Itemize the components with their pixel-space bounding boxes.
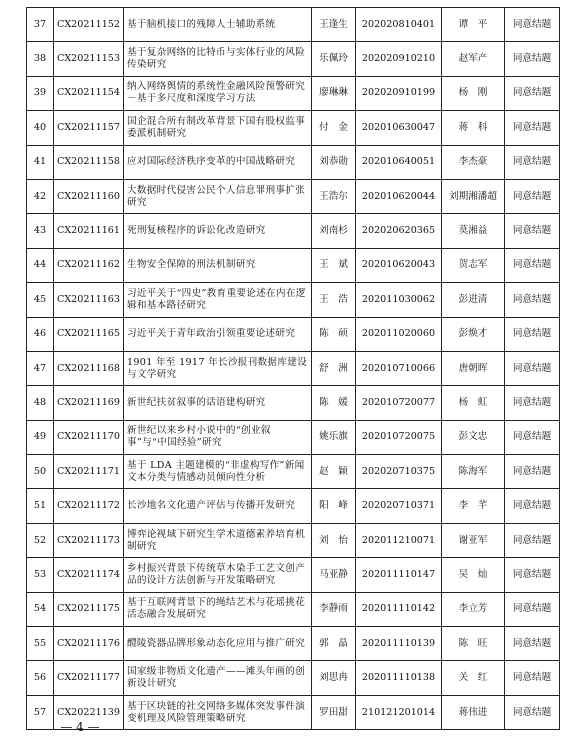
student-id: 202020710375 <box>356 455 442 489</box>
student-id: 202020910210 <box>356 42 442 76</box>
table-row <box>27 386 560 420</box>
advisor-name: 吴 灿 <box>442 558 505 592</box>
project-code: CX20211158 <box>54 145 124 179</box>
project-title: 死刑复核程序的诉讼化改造研究 <box>124 214 312 248</box>
student-name: 马亚静 <box>312 558 356 592</box>
result-status: 同意结题 <box>505 317 560 351</box>
project-code: CX20211176 <box>54 627 124 661</box>
project-title: 基于区块链的社交网络多媒体突发事件演变机理及风险管理策略研究 <box>124 695 312 729</box>
project-code: CX20211165 <box>54 317 124 351</box>
result-status: 同意结题 <box>505 283 560 317</box>
project-title: 基于复杂网络的比特币与实体行业的风险传染研究 <box>124 42 312 76</box>
result-status: 同意结题 <box>505 8 560 42</box>
advisor-name: 谢亚军 <box>442 523 505 557</box>
student-name: 陈 硕 <box>312 317 356 351</box>
project-code: CX20211175 <box>54 592 124 626</box>
advisor-name: 杨 刚 <box>442 76 505 110</box>
row-index: 37 <box>27 8 54 42</box>
row-index: 44 <box>27 248 54 282</box>
advisor-name: 蒋 科 <box>442 111 505 145</box>
advisor-name: 莫湘益 <box>442 214 505 248</box>
table-row <box>27 248 560 282</box>
table-row <box>27 145 560 179</box>
project-title: 纳入网络舆情的系统性金融风险预警研究－基于多尺度和深度学习方法 <box>124 76 312 110</box>
row-index: 40 <box>27 111 54 145</box>
student-id: 202020710371 <box>356 489 442 523</box>
student-id: 202011210071 <box>356 523 442 557</box>
project-code: CX20211157 <box>54 111 124 145</box>
result-status: 同意结题 <box>505 455 560 489</box>
table-row <box>27 283 560 317</box>
student-id: 202010630047 <box>356 111 442 145</box>
table-row <box>27 42 560 76</box>
student-name: 舒 洲 <box>312 351 356 385</box>
project-title: 1901 年至 1917 年长沙报刊数据库建设与文学研究 <box>124 351 312 385</box>
table-row <box>27 627 560 661</box>
table-row <box>27 592 560 626</box>
table-row <box>27 455 560 489</box>
row-index: 56 <box>27 661 54 695</box>
result-status: 同意结题 <box>505 42 560 76</box>
student-id: 202010620043 <box>356 248 442 282</box>
student-name: 赵 颖 <box>312 455 356 489</box>
advisor-name: 陈 旺 <box>442 627 505 661</box>
project-title: 国企混合所有制改革背景下国有股权监事委派机制研究 <box>124 111 312 145</box>
student-name: 王浩尔 <box>312 179 356 213</box>
result-status: 同意结题 <box>505 627 560 661</box>
student-name: 付 金 <box>312 111 356 145</box>
project-code: CX20211173 <box>54 523 124 557</box>
student-id: 202011110138 <box>356 661 442 695</box>
student-id: 202010640051 <box>356 145 442 179</box>
result-status: 同意结题 <box>505 351 560 385</box>
advisor-name: 彭进清 <box>442 283 505 317</box>
student-name: 陈 媛 <box>312 386 356 420</box>
student-id: 202011110139 <box>356 627 442 661</box>
advisor-name: 陈海军 <box>442 455 505 489</box>
result-status: 同意结题 <box>505 420 560 454</box>
project-title: 习近平关于“四史”教育重要论述在内在逻辑和基本路径研究 <box>124 283 312 317</box>
row-index: 53 <box>27 558 54 592</box>
project-code: CX20221139 <box>54 695 124 729</box>
table-row <box>27 8 560 42</box>
student-name: 阳 峰 <box>312 489 356 523</box>
row-index: 55 <box>27 627 54 661</box>
table-row <box>27 179 560 213</box>
student-name: 李静雨 <box>312 592 356 626</box>
table-row <box>27 661 560 695</box>
table-row <box>27 523 560 557</box>
table-row <box>27 420 560 454</box>
student-id: 202011020060 <box>356 317 442 351</box>
row-index: 45 <box>27 283 54 317</box>
project-title: 乡村振兴背景下传统草木染手工艺文创产品的设计方法创新与开发策略研究 <box>124 558 312 592</box>
project-title: 生物安全保障的刑法机制研究 <box>124 248 312 282</box>
project-code: CX20211153 <box>54 42 124 76</box>
row-index: 43 <box>27 214 54 248</box>
row-index: 49 <box>27 420 54 454</box>
student-id: 202010720077 <box>356 386 442 420</box>
row-index: 57 <box>27 695 54 729</box>
advisor-name: 赵军产 <box>442 42 505 76</box>
table-row <box>27 76 560 110</box>
project-code: CX20211170 <box>54 420 124 454</box>
project-title: 大数据时代侵害公民个人信息罪刑事扩张研究 <box>124 179 312 213</box>
advisor-name: 贺志军 <box>442 248 505 282</box>
result-status: 同意结题 <box>505 111 560 145</box>
result-status: 同意结题 <box>505 386 560 420</box>
advisor-name: 彭文忠 <box>442 420 505 454</box>
project-title: 长沙地名文化遗产评估与传播开发研究 <box>124 489 312 523</box>
project-code: CX20211169 <box>54 386 124 420</box>
row-index: 54 <box>27 592 54 626</box>
advisor-name: 谭 平 <box>442 8 505 42</box>
result-status: 同意结题 <box>505 76 560 110</box>
project-title: 基于 LDA 主题建模的“非虚构写作”新闻文本分类与情感动员倾向性分析 <box>124 455 312 489</box>
table-row <box>27 351 560 385</box>
student-id: 202010710066 <box>356 351 442 385</box>
student-id: 210121201014 <box>356 695 442 729</box>
result-status: 同意结题 <box>505 661 560 695</box>
advisor-name: 李杰豪 <box>442 145 505 179</box>
student-name: 廖琳琳 <box>312 76 356 110</box>
table-row <box>27 214 560 248</box>
row-index: 38 <box>27 42 54 76</box>
row-index: 42 <box>27 179 54 213</box>
student-id: 202011110147 <box>356 558 442 592</box>
student-name: 罗田甜 <box>312 695 356 729</box>
result-status: 同意结题 <box>505 592 560 626</box>
project-code: CX20211177 <box>54 661 124 695</box>
project-title: 醴陵瓷器品牌形象动态化应用与推广研究 <box>124 627 312 661</box>
result-status: 同意结题 <box>505 489 560 523</box>
row-index: 52 <box>27 523 54 557</box>
row-index: 47 <box>27 351 54 385</box>
project-code: CX20211152 <box>54 8 124 42</box>
result-status: 同意结题 <box>505 523 560 557</box>
row-index: 41 <box>27 145 54 179</box>
student-id: 202010720075 <box>356 420 442 454</box>
project-code: CX20211172 <box>54 489 124 523</box>
row-index: 51 <box>27 489 54 523</box>
project-title: 习近平关于青年政治引领重要论述研究 <box>124 317 312 351</box>
result-status: 同意结题 <box>505 695 560 729</box>
student-name: 刘 怡 <box>312 523 356 557</box>
advisor-name: 李 芊 <box>442 489 505 523</box>
table-row <box>27 111 560 145</box>
row-index: 39 <box>27 76 54 110</box>
advisor-name: 李立芳 <box>442 592 505 626</box>
project-title: 基于脑机接口的残障人士辅助系统 <box>124 8 312 42</box>
result-status: 同意结题 <box>505 145 560 179</box>
row-index: 48 <box>27 386 54 420</box>
student-id: 202020620365 <box>356 214 442 248</box>
row-index: 50 <box>27 455 54 489</box>
result-status: 同意结题 <box>505 248 560 282</box>
table-row <box>27 558 560 592</box>
student-name: 王 斌 <box>312 248 356 282</box>
project-code: CX20211162 <box>54 248 124 282</box>
project-code: CX20211171 <box>54 455 124 489</box>
project-title: 新世纪以来乡村小说中的“创业叙事”与“中国经验”研究 <box>124 420 312 454</box>
project-code: CX20211160 <box>54 179 124 213</box>
project-code: CX20211161 <box>54 214 124 248</box>
student-name: 姚乐旗 <box>312 420 356 454</box>
project-title: 应对国际经济秩序变革的中国战略研究 <box>124 145 312 179</box>
student-name: 刘思冉 <box>312 661 356 695</box>
student-name: 王 浩 <box>312 283 356 317</box>
advisor-name: 杨 虹 <box>442 386 505 420</box>
student-id: 202011030062 <box>356 283 442 317</box>
student-id: 202011110142 <box>356 592 442 626</box>
advisor-name: 彭焕才 <box>442 317 505 351</box>
project-title: 新世纪扶贫叙事的话语建构研究 <box>124 386 312 420</box>
student-name: 郭 晶 <box>312 627 356 661</box>
advisor-name: 关 红 <box>442 661 505 695</box>
student-name: 刘恭勋 <box>312 145 356 179</box>
student-id: 202010620044 <box>356 179 442 213</box>
student-name: 王逢生 <box>312 8 356 42</box>
student-id: 202020910199 <box>356 76 442 110</box>
student-name: 乐佩玲 <box>312 42 356 76</box>
project-code: CX20211154 <box>54 76 124 110</box>
project-title: 国家级非物质文化遗产——滩头年画的创新设计研究 <box>124 661 312 695</box>
result-status: 同意结题 <box>505 558 560 592</box>
page-number: — 4 — <box>60 720 100 734</box>
project-code: CX20211163 <box>54 283 124 317</box>
result-status: 同意结题 <box>505 214 560 248</box>
student-id: 202020810401 <box>356 8 442 42</box>
project-title: 博弈论视域下研究生学术道德素养培育机制研究 <box>124 523 312 557</box>
advisor-name: 刘期湘潘超 <box>442 179 505 213</box>
project-title: 基于互联网背景下的绳结艺术与花瑶挑花活态融合发展研究 <box>124 592 312 626</box>
advisor-name: 唐朝晖 <box>442 351 505 385</box>
table-row <box>27 489 560 523</box>
table-row <box>27 317 560 351</box>
result-status: 同意结题 <box>505 179 560 213</box>
student-name: 刘南杉 <box>312 214 356 248</box>
project-table <box>26 7 560 730</box>
row-index: 46 <box>27 317 54 351</box>
project-code: CX20211174 <box>54 558 124 592</box>
advisor-name: 蒋伟进 <box>442 695 505 729</box>
project-code: CX20211168 <box>54 351 124 385</box>
